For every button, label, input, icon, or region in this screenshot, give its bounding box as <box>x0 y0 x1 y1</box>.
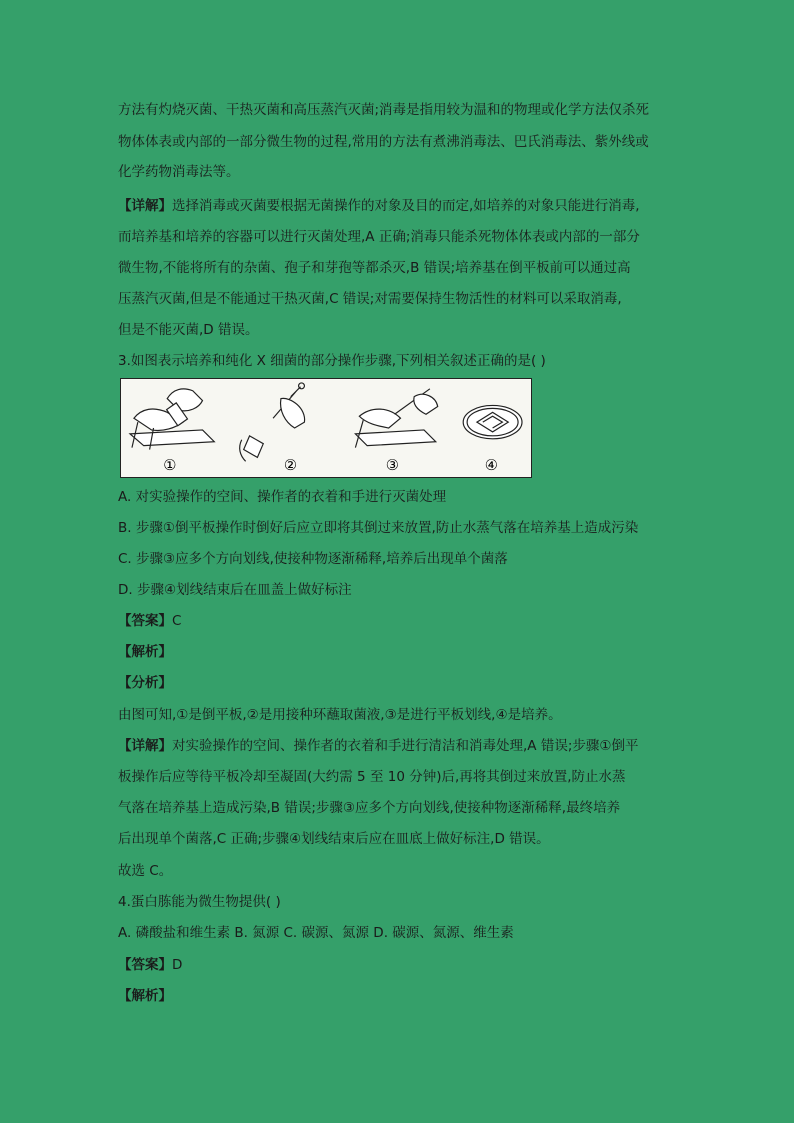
inoculating-loop-illustration <box>240 383 305 461</box>
line-text: 板操作后应等待平板冷却至凝固(大约需 5 至 10 分钟)后,再将其倒过来放置,防止水蒸 <box>118 769 626 785</box>
text-line <box>118 892 678 912</box>
text-line <box>118 673 678 693</box>
text-line <box>118 320 678 340</box>
line-text: C <box>172 613 182 629</box>
line-text: 由图可知,①是倒平板,②是用接种环蘸取菌液,③是进行平板划线,④是培养。 <box>118 707 562 723</box>
text-line <box>118 549 678 569</box>
section-tag: 【解析】 <box>118 644 172 660</box>
line-text: 而培养基和培养的容器可以进行灭菌处理,A 正确;消毒只能杀死物体体表或内部的一部分 <box>118 229 640 245</box>
text-line <box>118 611 678 631</box>
line-text: 方法有灼烧灭菌、干热灭菌和高压蒸汽灭菌;消毒是指用较为温和的物理或化学方法仅杀死 <box>118 102 650 118</box>
step-label-1: ① <box>163 457 177 475</box>
text-line <box>118 258 678 278</box>
line-text: 选择消毒或灭菌要根据无菌操作的对象及目的而定,如培养的对象只能进行消毒, <box>172 198 640 214</box>
step-label-4: ④ <box>484 457 498 475</box>
text-line <box>118 861 678 881</box>
text-line <box>118 487 678 507</box>
text-line <box>118 767 678 787</box>
line-text: 物体体表或内部的一部分微生物的过程,常用的方法有煮沸消毒法、巴氏消毒法、紫外线或 <box>118 134 649 150</box>
step-label-3: ③ <box>385 457 399 475</box>
text-line <box>118 923 678 943</box>
text-line <box>118 955 678 975</box>
line-text: 压蒸汽灭菌,但是不能通过干热灭菌,C 错误;对需要保持生物活性的材料可以采取消毒, <box>118 291 622 307</box>
line-text: B. 步骤①倒平板操作时倒好后应立即将其倒过来放置,防止水蒸气落在培养基上造成污染 <box>118 520 639 536</box>
text-line <box>118 705 678 725</box>
line-text: D <box>172 957 183 973</box>
petri-dish-illustration <box>463 405 522 438</box>
line-text: D. 步骤④划线结束后在皿盖上做好标注 <box>118 582 352 598</box>
streaking-illustration <box>355 389 437 448</box>
text-line <box>118 289 678 309</box>
text-line <box>118 351 678 371</box>
section-tag: 【分析】 <box>118 675 172 691</box>
text-line <box>118 100 678 120</box>
text-line <box>118 196 678 216</box>
section-tag: 【解析】 <box>118 988 172 1004</box>
text-line <box>118 986 678 1006</box>
text-line <box>118 736 678 756</box>
line-text: 气落在培养基上造成污染,B 错误;步骤③应多个方向划线,使接种物逐渐稀释,最终培养 <box>118 800 621 816</box>
text-line <box>118 518 678 538</box>
line-text: 微生物,不能将所有的杂菌、孢子和芽孢等都杀灭,B 错误;培养基在倒平板前可以通过高 <box>118 260 631 276</box>
line-text: C. 步骤③应多个方向划线,使接种物逐渐稀释,培养后出现单个菌落 <box>118 551 508 567</box>
line-text: 4.蛋白胨能为微生物提供( ) <box>118 894 281 910</box>
text-line <box>118 580 678 600</box>
section-tag: 【详解】 <box>118 198 172 214</box>
section-tag: 【答案】 <box>118 613 172 629</box>
text-line <box>118 162 678 182</box>
text-line <box>118 798 678 818</box>
section-tag: 【详解】 <box>118 738 172 754</box>
line-text: A. 磷酸盐和维生素 B. 氮源 C. 碳源、氮源 D. 碳源、氮源、维生素 <box>118 925 514 941</box>
text-line <box>118 132 678 152</box>
line-text: 但是不能灭菌,D 错误。 <box>118 322 259 338</box>
text-line <box>118 829 678 849</box>
section-tag: 【答案】 <box>118 957 172 973</box>
line-text: 3.如图表示培养和纯化 X 细菌的部分操作步骤,下列相关叙述正确的是( ) <box>118 353 546 369</box>
procedure-figure <box>120 378 532 478</box>
line-text: A. 对实验操作的空间、操作者的衣着和手进行灭菌处理 <box>118 489 447 505</box>
line-text: 后出现单个菌落,C 正确;步骤④划线结束后应在皿底上做好标注,D 错误。 <box>118 831 550 847</box>
procedure-illustration <box>121 379 531 477</box>
pouring-plate-illustration <box>130 389 214 450</box>
text-line <box>118 227 678 247</box>
line-text: 对实验操作的空间、操作者的衣着和手进行清洁和消毒处理,A 错误;步骤①倒平 <box>172 738 639 754</box>
line-text: 化学药物消毒法等。 <box>118 164 240 180</box>
line-text: 故选 C。 <box>118 863 173 879</box>
step-label-2: ② <box>283 457 298 475</box>
text-line <box>118 642 678 662</box>
